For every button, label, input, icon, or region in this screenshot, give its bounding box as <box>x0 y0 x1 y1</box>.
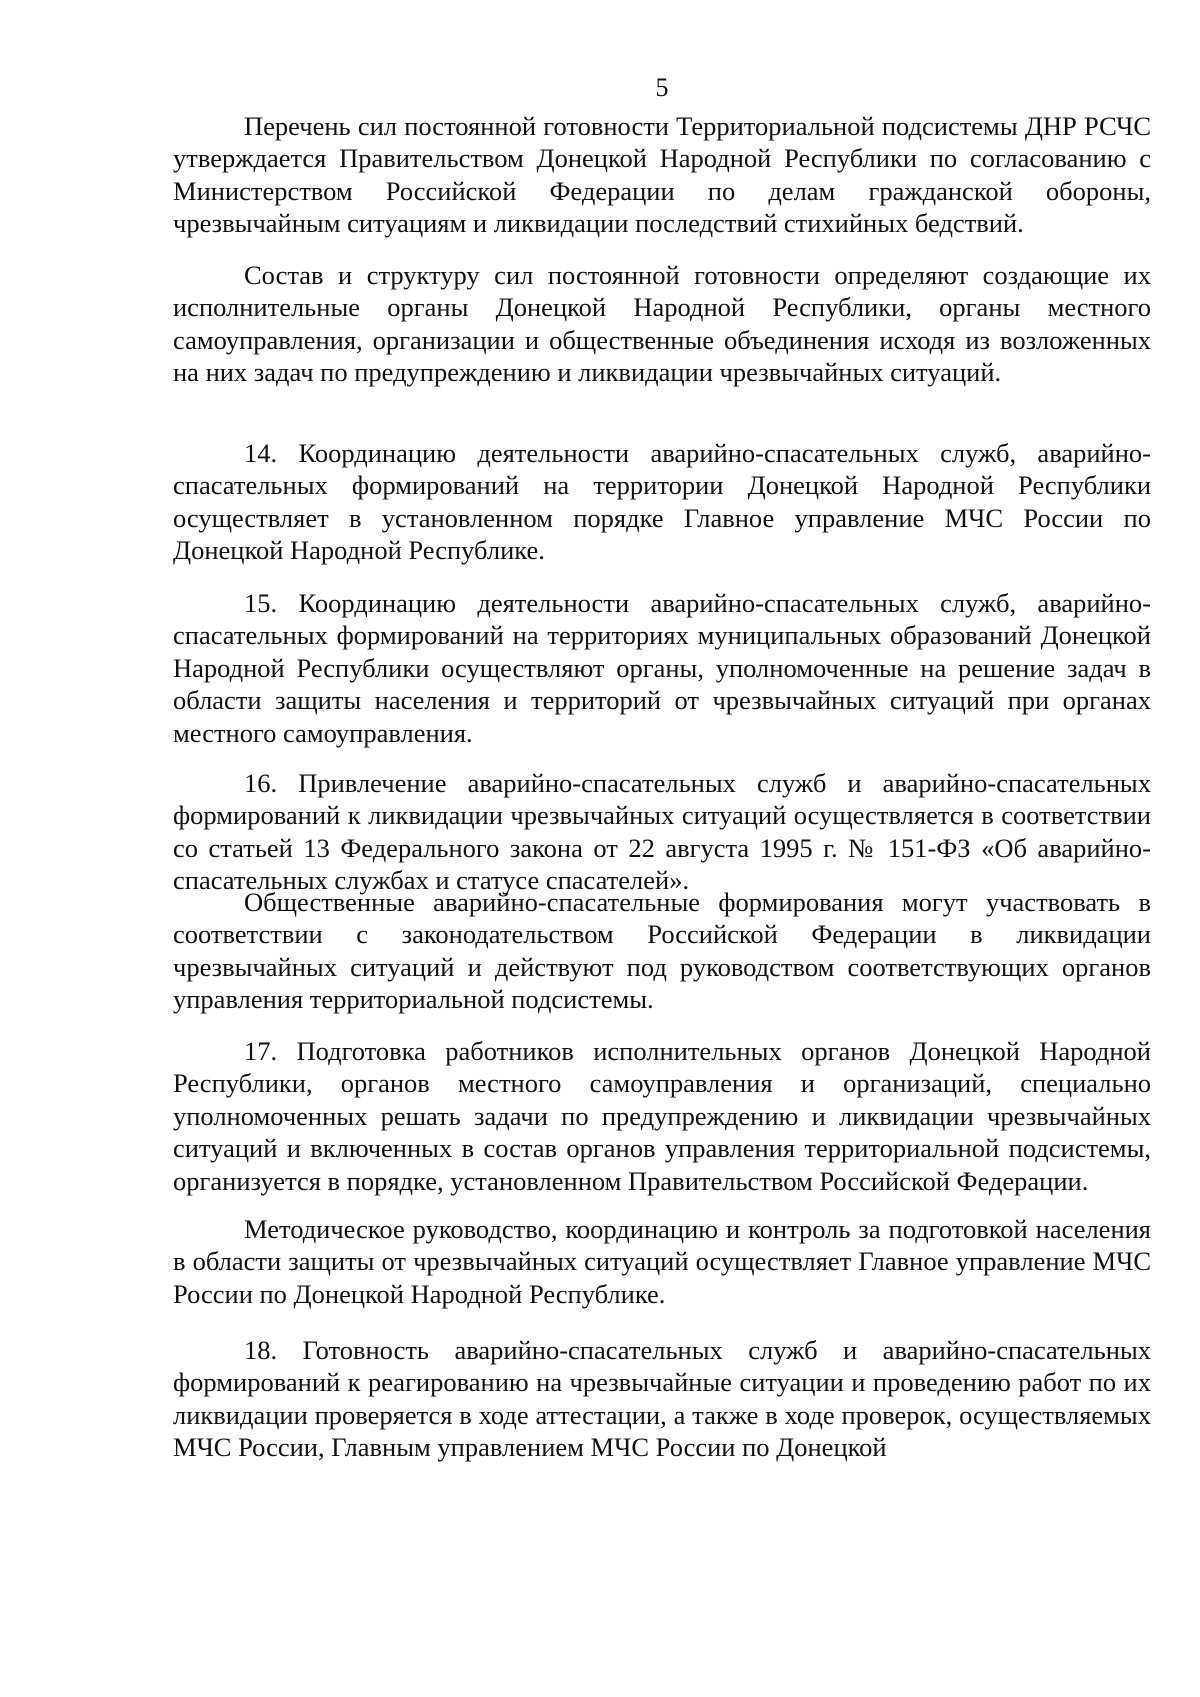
paragraph-item-14: 14. Координацию деятельности аварийно-спасательных служб, аварийно-спасательных формирований на территории Донецкой Народной Республики осуществляет в установленном порядке Главное управление МЧС России по Донецкой Народной Республике. <box>173 438 1151 566</box>
paragraph-methodical-guidance: Методическое руководство, координацию и контроль за подготовкой населения в области защиты от чрезвычайных ситуаций осуществляет Главное управление МЧС России по Донецкой Народной Республике. <box>173 1214 1151 1309</box>
page-number: 5 <box>655 73 669 102</box>
paragraph-forces-structure: Состав и структуру сил постоянной готовности определяют создающие их исполнительные органы Донецкой Народной Республики, органы местного самоуправления, организации и общественные объединения исходя из возложенных на них задач по предупреждению и ликвидации чрезвычайных ситуаций. <box>173 260 1151 388</box>
paragraph-public-formations: Общественные аварийно-спасательные формирования могут участвовать в соответствии с законодательством Российской Федерации в ликвидации чрезвычайных ситуаций и действуют под руководством соответствующих органов управления территориальной подсистемы. <box>173 887 1151 1015</box>
paragraph-item-15: 15. Координацию деятельности аварийно-спасательных служб, аварийно-спасательных формирований на территориях муниципальных образований Донецкой Народной Республики осуществляют органы, уполномоченные на решение задач в области защиты населения и территорий от чрезвычайных ситуаций при органах местного самоуправления. <box>173 588 1151 748</box>
paragraph-item-16: 16. Привлечение аварийно-спасательных служб и аварийно-спасательных формирований к ликвидации чрезвычайных ситуаций осуществляется в соответствии со статьей 13 Федерального закона от 22 августа 1995 г. № 151-ФЗ «Об аварийно-спасательных службах и статусе спасателей». <box>173 768 1151 896</box>
paragraph-item-17: 17. Подготовка работников исполнительных органов Донецкой Народной Республики, органов местного самоуправления и организаций, специально уполномоченных решать задачи по предупреждению и ликвидации чрезвычайных ситуаций и включенных в состав органов управления территориальной подсистемы, организуется в порядке, установленном Правительством Российской Федерации. <box>173 1036 1151 1196</box>
paragraph-forces-list: Перечень сил постоянной готовности Территориальной подсистемы ДНР РСЧС утверждается Правительством Донецкой Народной Республики по согласованию с Министерством Российской Федерации по делам гражданской обороны, чрезвычайным ситуациям и ликвидации последствий стихийных бедствий. <box>173 111 1151 239</box>
paragraph-item-18: 18. Готовность аварийно-спасательных служб и аварийно-спасательных формирований к реагированию на чрезвычайные ситуации и проведению работ по их ликвидации проверяется в ходе аттестации, а также в ходе проверок, осуществляемых МЧС России, Главным управлением МЧС России по Донецкой <box>173 1335 1151 1463</box>
